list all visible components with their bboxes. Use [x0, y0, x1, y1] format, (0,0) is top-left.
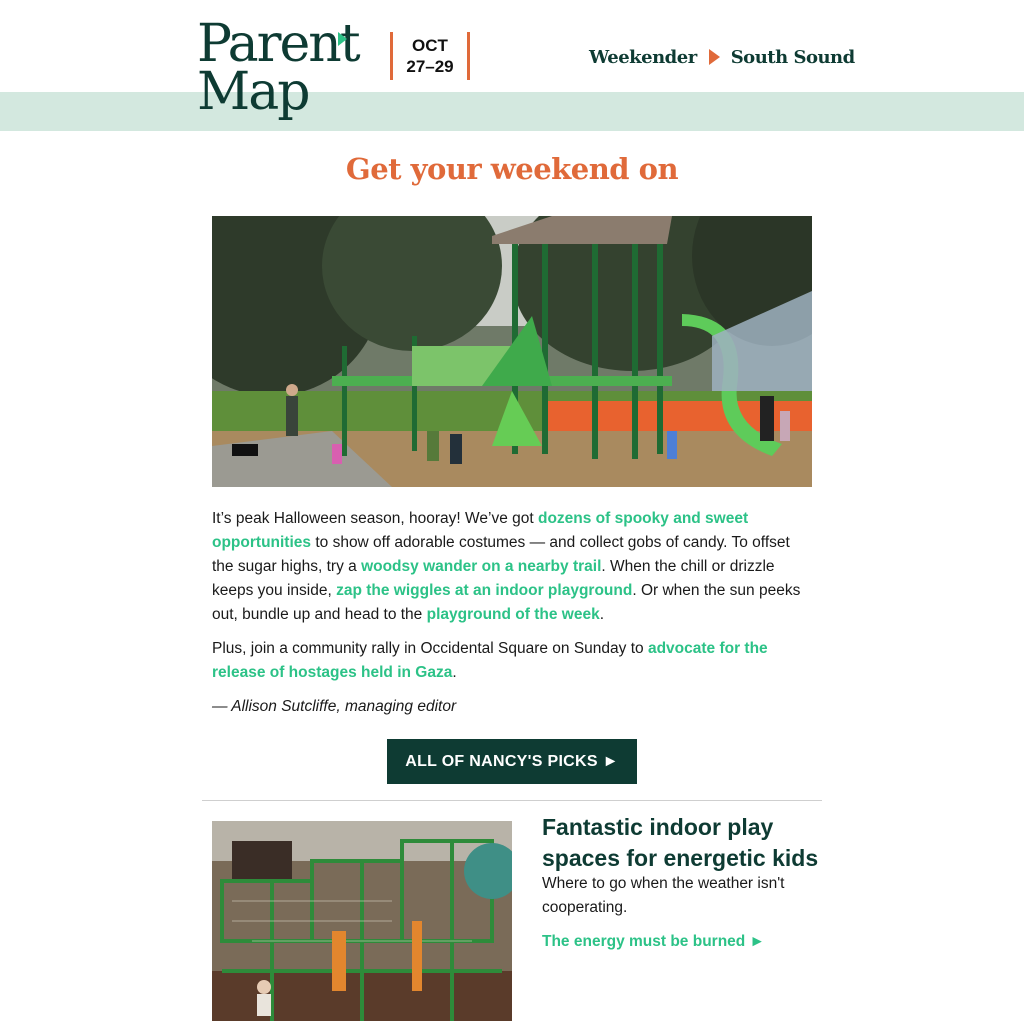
logo-play-icon [338, 32, 347, 46]
nav-arrow-icon [709, 49, 720, 65]
intro-text: . When the chill or drizzle keeps you inside, [212, 558, 775, 599]
logo-word-map: Map [197, 62, 309, 122]
link-spooky-opportunities[interactable]: dozens of spooky and sweet opportunities [212, 510, 749, 551]
link-woodsy-wander[interactable]: woodsy wander on a nearby trail [361, 558, 602, 575]
section-divider [202, 800, 822, 801]
intro-paragraph-1 [212, 507, 812, 627]
feature-description: Where to go when the weather isn't cooperating. [542, 875, 785, 916]
logo-word-parent: Parent [197, 14, 359, 74]
editor-signature: — Allison Sutcliffe, managing editor [212, 698, 457, 715]
feature-read-more-link[interactable]: The energy must be burned ► [542, 933, 765, 950]
hero-photo-illustration [212, 216, 812, 487]
feature-indoor-play-photo[interactable] [212, 821, 512, 1021]
intro-text: It’s peak Halloween season, hooray! We’ve got [212, 510, 538, 527]
date-badge [390, 32, 470, 80]
link-indoor-playground[interactable]: zap the wiggles at an indoor playground [336, 582, 633, 599]
link-playground-of-week[interactable]: playground of the week [426, 606, 600, 623]
parentmap-logo[interactable] [197, 14, 357, 124]
feature-title[interactable]: Fantastic indoor play spaces for energetic kids [542, 814, 819, 871]
intro-text: . [452, 664, 457, 681]
date-days: 27–29 [406, 57, 454, 76]
intro-text: . Or when the sun peeks out, bundle up and head to the [212, 582, 801, 623]
newsletter-nav [589, 44, 855, 70]
header-band [0, 92, 1024, 131]
page-headline: Get your weekend on [345, 152, 679, 186]
hero-playground-photo[interactable] [212, 216, 812, 487]
intro-text: . [599, 606, 605, 623]
link-advocate-hostages[interactable]: advocate for the release of hostages held in Gaza [212, 640, 768, 681]
feature-photo-illustration [212, 821, 512, 1021]
intro-text: Plus, join a community rally in Occidental Square on Sunday to [212, 640, 648, 657]
nav-south-sound[interactable]: South Sound [730, 46, 855, 68]
date-month: OCT [412, 36, 448, 55]
all-picks-button[interactable]: ALL OF NANCY'S PICKS ► [387, 739, 637, 784]
intro-paragraph-2 [212, 637, 812, 685]
intro-copy [212, 507, 812, 729]
nav-weekender[interactable]: Weekender [589, 46, 697, 68]
intro-text: to show off adorable costumes — and collect gobs of candy. To offset the sugar highs, try a [212, 534, 790, 575]
header [0, 0, 1024, 131]
